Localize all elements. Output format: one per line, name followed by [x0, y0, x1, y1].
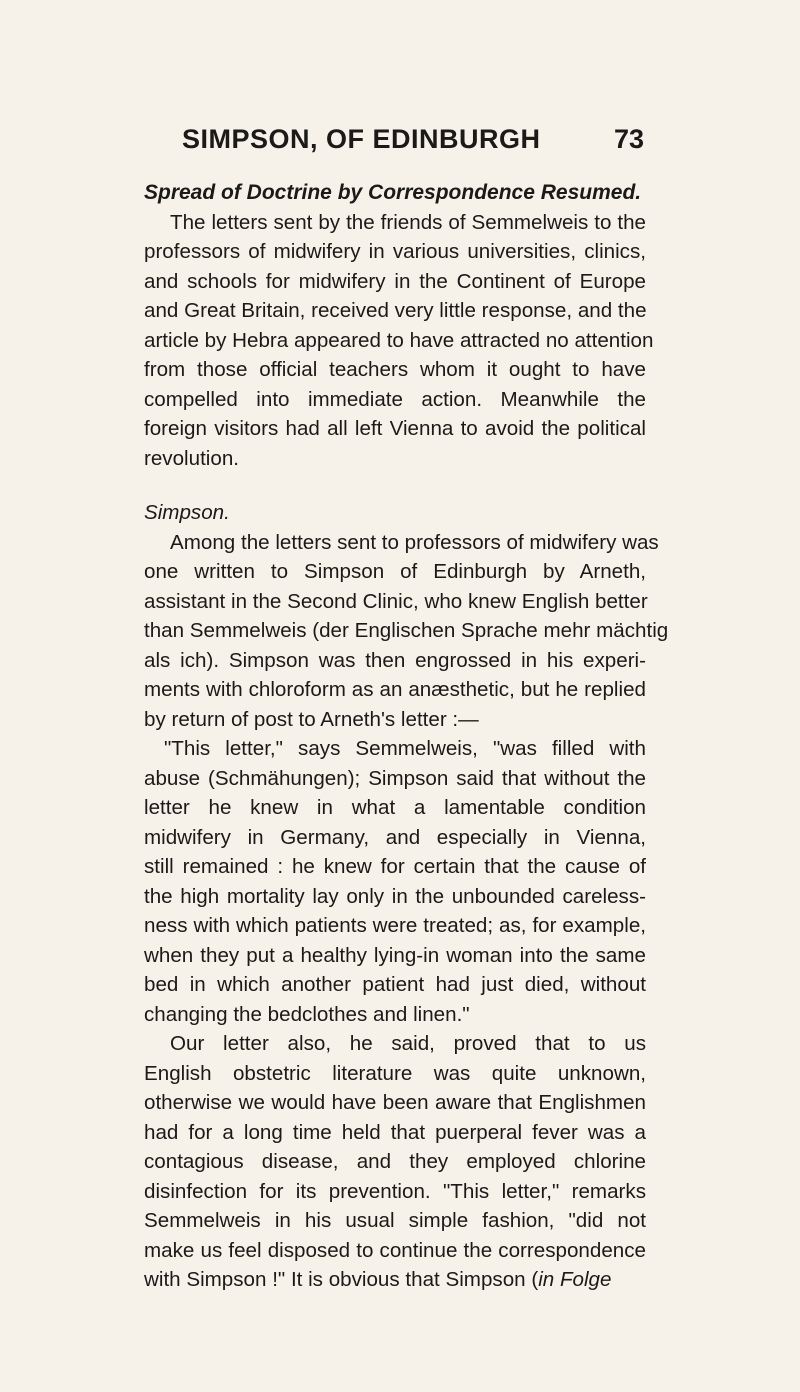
text-line: disinfection for its prevention. "This letter," remarks	[144, 1179, 646, 1203]
text-line: Among the letters sent to professors of midwifery was	[170, 530, 659, 554]
text-line: compelled into immediate action. Meanwhile the	[144, 387, 646, 411]
text-line: Our letter also, he said, proved that to us	[170, 1032, 646, 1055]
text-line: "This letter," says Semmelweis, "was filled with	[164, 737, 646, 760]
text-line: from those official teachers whom it ought to have	[144, 358, 646, 381]
running-head: SIMPSON, OF EDINBURGH	[182, 124, 541, 154]
text-line: than Semmelweis (der Englischen Sprache mehr mächtig	[144, 619, 669, 642]
paragraph-quote	[144, 734, 646, 1029]
section-heading-spread: Spread of Doctrine by Correspondence Resumed.	[144, 181, 642, 204]
text-line: changing the bedclothes and linen."	[144, 1002, 470, 1026]
text-line: the high mortality lay only in the unbounded careless-	[144, 884, 646, 908]
text-line: and Great Britain, received very little response, and the	[144, 299, 647, 322]
paragraph-spread	[144, 208, 654, 474]
text-line: contagious disease, and they employed chlorine	[144, 1150, 646, 1173]
section-heading-simpson: Simpson.	[144, 501, 230, 524]
text-line: ness with which patients were treated; as, for example,	[144, 914, 646, 937]
text-line: als ich). Simpson was then engrossed in his experi-	[144, 648, 646, 672]
text-line: midwifery in Germany, and especially in Vienna,	[144, 825, 646, 849]
text-line: had for a long time held that puerperal fever was a	[144, 1120, 646, 1144]
text-line: revolution.	[144, 446, 240, 470]
page-header	[144, 124, 644, 164]
text-line: letter he knew in what a lamentable condition	[144, 796, 646, 819]
page-number: 73	[613, 124, 644, 154]
text-line: professors of midwifery in various universities, clinics,	[144, 240, 646, 263]
text-line: bed in which another patient had just died, without	[144, 973, 646, 996]
italic-text-run: in Folge	[538, 1268, 612, 1291]
text-line: make us feel disposed to continue the correspondence	[144, 1238, 646, 1262]
text-line: assistant in the Second Clinic, who knew English better	[144, 589, 648, 613]
text-line: otherwise we would have been aware that Englishmen	[144, 1091, 646, 1114]
paragraph-our-letter	[144, 1029, 646, 1295]
text-line: article by Hebra appeared to have attracted no attention	[144, 328, 654, 352]
text-line: by return of post to Arneth's letter :—	[144, 707, 479, 731]
paragraph-among	[144, 528, 669, 735]
text-line: The letters sent by the friends of Semmelweis to the	[170, 210, 646, 234]
text-line: English obstetric literature was quite unknown,	[144, 1061, 646, 1085]
text-line: foreign visitors had all left Vienna to avoid the political	[144, 417, 646, 440]
text-line: abuse (Schmähungen); Simpson said that without the	[144, 766, 646, 790]
body-text	[144, 178, 669, 1295]
text-line: Semmelweis in his usual simple fashion, "did not	[144, 1209, 646, 1232]
text-line: still remained : he knew for certain that the cause of	[144, 855, 646, 878]
text-line: ments with chloroform as an anæsthetic, but he replied	[144, 678, 646, 701]
text-line-last	[144, 1265, 646, 1295]
text-line: one written to Simpson of Edinburgh by Arneth,	[144, 560, 646, 583]
text-run: with Simpson !" It is obvious that Simpson (	[144, 1268, 539, 1291]
text-line: and schools for midwifery in the Continent of Europe	[144, 269, 646, 293]
text-line: when they put a healthy lying-in woman into the same	[144, 943, 646, 967]
